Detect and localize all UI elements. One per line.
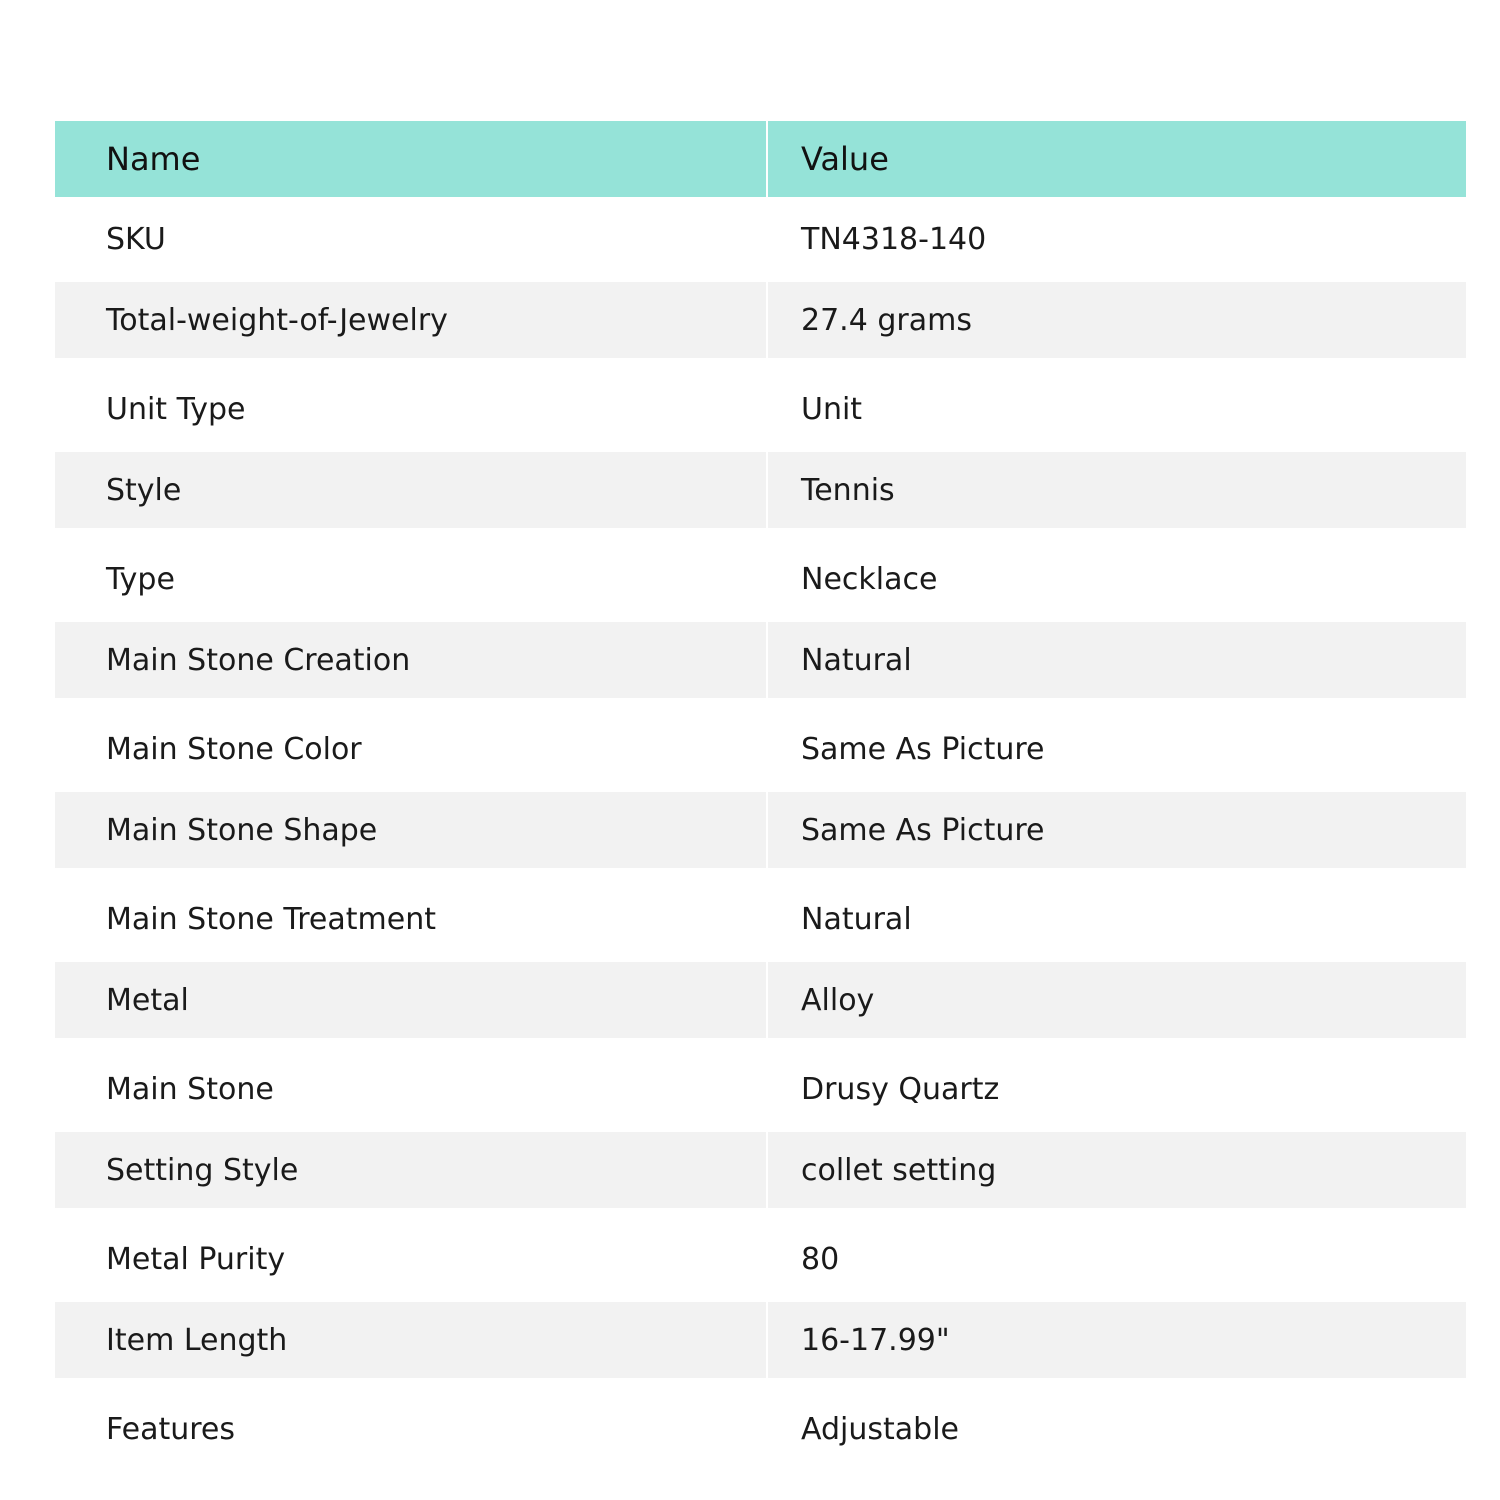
row-value-cell: collet setting	[768, 1132, 1466, 1208]
row-name-cell: Main Stone Color	[106, 732, 362, 767]
row-value-cell: Alloy	[768, 962, 1466, 1038]
row-name-cell: Total-weight-of-Jewelry	[55, 282, 766, 358]
row-value-cell: Natural	[801, 902, 912, 937]
table-row	[55, 282, 1466, 367]
table-row	[55, 792, 1466, 877]
table-row	[55, 537, 1466, 622]
table-row	[55, 707, 1466, 792]
row-name-cell: SKU	[106, 222, 166, 257]
row-value-cell: Drusy Quartz	[801, 1072, 1000, 1107]
table-row	[55, 197, 1466, 282]
row-name-cell: Unit Type	[106, 392, 246, 427]
row-name-cell: Setting Style	[55, 1132, 766, 1208]
row-value-cell: Natural	[768, 622, 1466, 698]
table-row	[55, 622, 1466, 707]
table-row	[55, 1387, 1466, 1472]
row-value-cell: Tennis	[768, 452, 1466, 528]
row-value-cell: Adjustable	[801, 1412, 959, 1447]
table-body	[55, 197, 1466, 1472]
row-name-cell: Type	[106, 562, 175, 597]
row-name-cell: Features	[106, 1412, 235, 1447]
spec-table	[55, 121, 1466, 1472]
table-row	[55, 1302, 1466, 1387]
row-name-cell: Main Stone Shape	[55, 792, 766, 868]
row-value-cell: 16-17.99"	[768, 1302, 1466, 1378]
row-value-cell: Unit	[801, 392, 863, 427]
row-value-cell: 27.4 grams	[768, 282, 1466, 358]
row-value-cell: Same As Picture	[801, 732, 1045, 767]
table-header-row	[55, 121, 1466, 197]
header-value: Value	[768, 121, 1466, 197]
row-name-cell: Style	[55, 452, 766, 528]
row-name-cell: Main Stone Treatment	[106, 902, 436, 937]
row-name-cell: Metal	[55, 962, 766, 1038]
table-row	[55, 962, 1466, 1047]
row-name-cell: Main Stone	[106, 1072, 274, 1107]
table-row	[55, 1047, 1466, 1132]
row-value-cell: 80	[801, 1242, 840, 1277]
row-name-cell: Main Stone Creation	[55, 622, 766, 698]
table-row	[55, 1217, 1466, 1302]
table-row	[55, 1132, 1466, 1217]
row-name-cell: Metal Purity	[106, 1242, 286, 1277]
table-row	[55, 877, 1466, 962]
row-value-cell: Same As Picture	[768, 792, 1466, 868]
table-row	[55, 452, 1466, 537]
table-row	[55, 367, 1466, 452]
header-name: Name	[55, 121, 766, 197]
row-value-cell: Necklace	[801, 562, 938, 597]
row-name-cell: Item Length	[55, 1302, 766, 1378]
row-value-cell: TN4318-140	[801, 222, 987, 257]
